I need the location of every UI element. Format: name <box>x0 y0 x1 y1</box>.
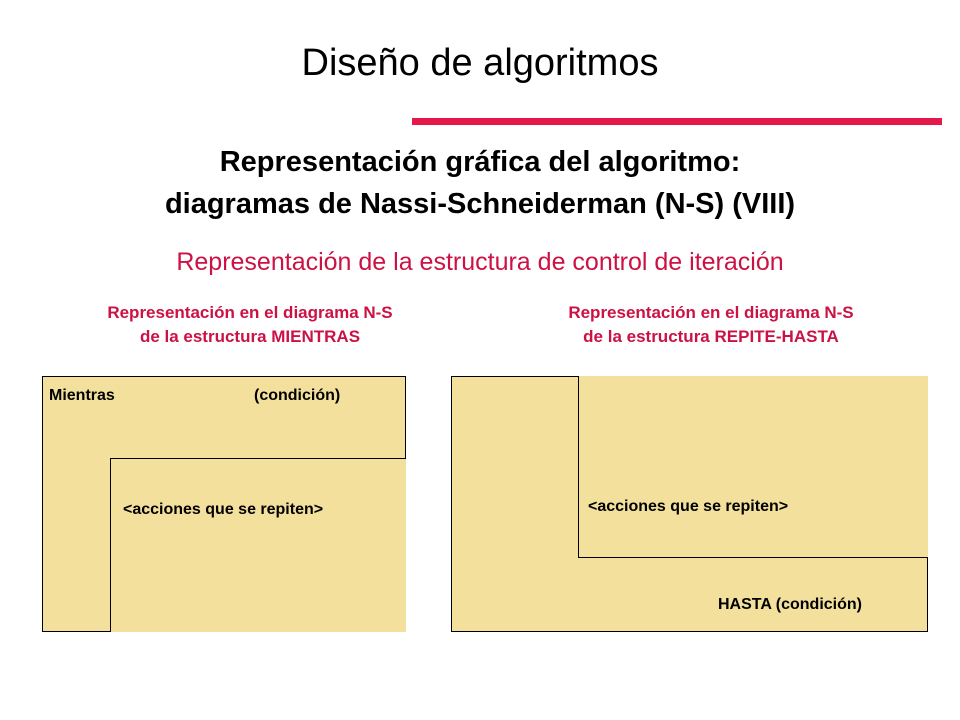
mientras-keyword: Mientras <box>49 387 115 404</box>
caption-repite-hasta <box>491 301 931 349</box>
repite-hasta-until: HASTA (condición) <box>718 596 862 613</box>
repite-hasta-actions: <acciones que se repiten> <box>588 498 789 515</box>
mientras-condition: (condición) <box>254 387 341 404</box>
section-heading: Representación de la estructura de control de iteración <box>176 248 784 276</box>
caption-mientras-line-1: Representación en el diagrama N-S <box>107 303 393 322</box>
repite-hasta-body-block <box>578 376 928 558</box>
mientras-body-block <box>110 458 406 632</box>
caption-mientras <box>30 301 470 349</box>
caption-repite-hasta-line-1: Representación en el diagrama N-S <box>568 303 854 322</box>
caption-mientras-line-2: de la estructura MIENTRAS <box>139 327 361 346</box>
mientras-actions: <acciones que se repiten> <box>123 501 324 518</box>
subtitle-line-1: Representación gráfica del algoritmo: <box>219 146 741 178</box>
accent-bar <box>412 118 942 125</box>
slide-title: Diseño de algoritmos <box>301 42 659 84</box>
mientras-diagram <box>42 376 406 632</box>
caption-repite-hasta-line-2: de la estructura REPITE-HASTA <box>583 327 839 346</box>
repite-hasta-diagram <box>451 376 928 632</box>
subtitle-line-2: diagramas de Nassi-Schneiderman (N-S) (VIII) <box>164 188 796 220</box>
slide-subtitle <box>0 141 960 225</box>
